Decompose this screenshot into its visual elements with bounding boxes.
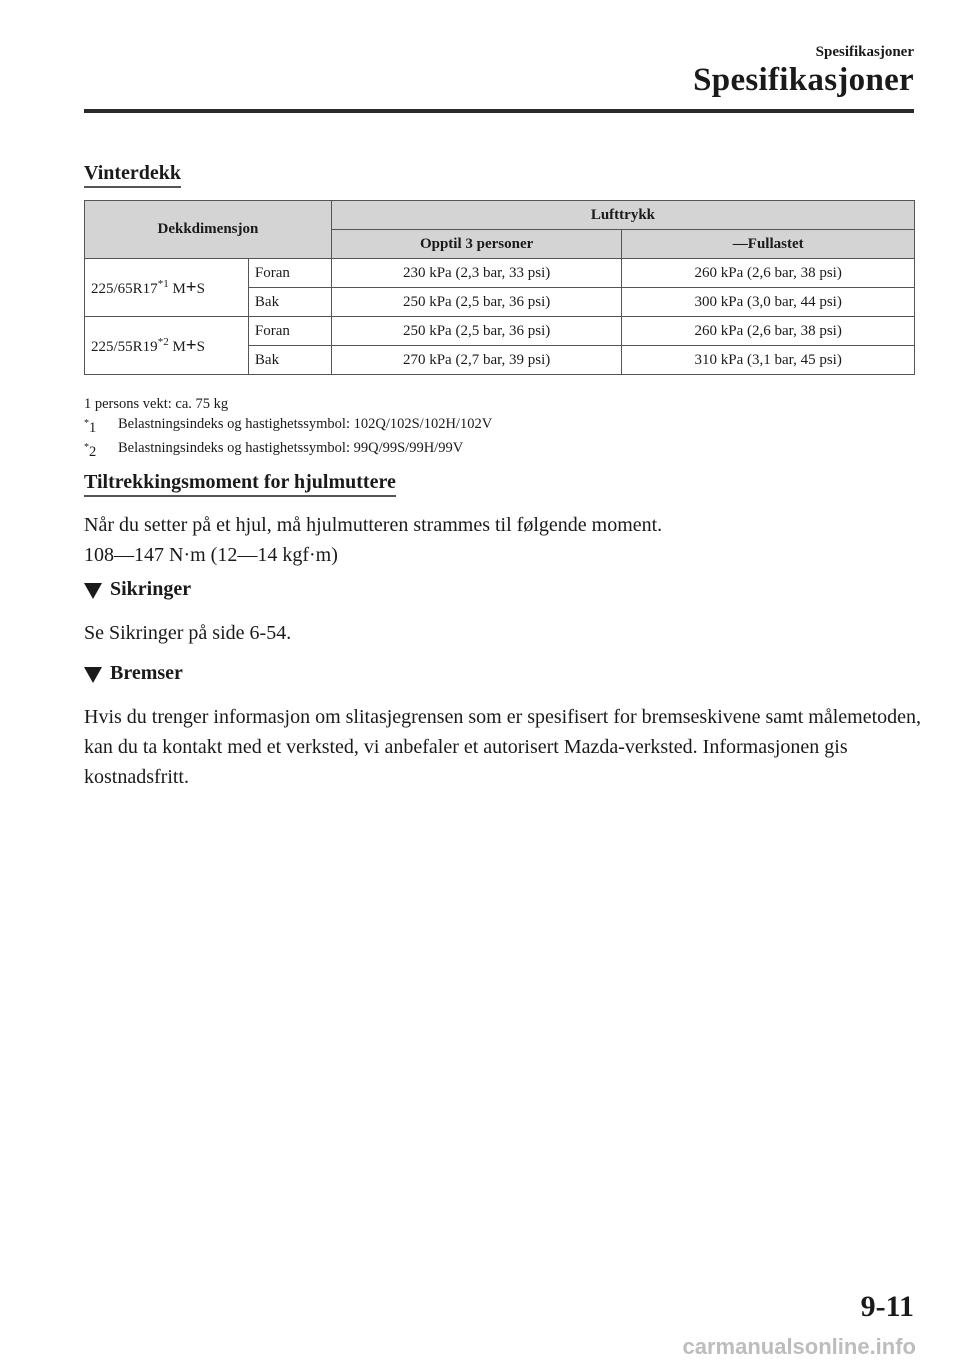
tire-dimension: 225/55R19$^{*2}$ M+S xyxy=(85,317,249,375)
tire-dimension: 225/65R17$^{*1}$ M+S xyxy=(85,259,249,317)
tire-pressure-table xyxy=(84,200,915,375)
header-pressure: Lufttrykk xyxy=(331,201,914,230)
tire-position: Foran xyxy=(248,259,331,288)
page-number: 9-11 xyxy=(860,1290,914,1323)
triangle-down-icon xyxy=(84,583,102,599)
tire-position: Foran xyxy=(248,317,331,346)
pressure-full: 310 kPa (3,1 bar, 45 psi) xyxy=(622,346,915,375)
header-full-load: ―Fullastet xyxy=(622,230,915,259)
table-row xyxy=(85,317,915,346)
torque-text: Når du setter på et hjul, må hjulmutteren strammes til følgende moment. 108―147 N·m (12―14 kgf·m) xyxy=(84,514,663,566)
pressure-up-to-3: 250 kPa (2,5 bar, 36 psi) xyxy=(331,317,622,346)
chapter-header-title: Spesifikasjoner xyxy=(693,62,914,98)
plus-icon: + xyxy=(185,334,197,356)
header-up-to-3: Opptil 3 personer xyxy=(331,230,622,259)
brakes-heading: Bremser xyxy=(84,662,183,685)
header-rule xyxy=(84,109,914,113)
pressure-full: 260 kPa (2,6 bar, 38 psi) xyxy=(622,259,915,288)
table-notes xyxy=(84,394,492,462)
pressure-up-to-3: 230 kPa (2,3 bar, 33 psi) xyxy=(331,259,622,288)
torque-title: Tiltrekkingsmoment for hjulmuttere xyxy=(84,471,396,497)
note-person-weight: 1 persons vekt: ca. 75 kg xyxy=(84,396,229,412)
pressure-up-to-3: 250 kPa (2,5 bar, 36 psi) xyxy=(331,288,622,317)
header-dimension: Dekkdimensjon xyxy=(85,201,332,259)
plus-icon: + xyxy=(185,276,197,298)
tire-position: Bak xyxy=(248,346,331,375)
fuses-heading: Sikringer xyxy=(84,578,191,601)
table-row xyxy=(85,259,915,288)
winter-tires-title: Vinterdekk xyxy=(84,162,181,188)
watermark: carmanualsonline.info xyxy=(682,1334,916,1359)
chapter-header-small: Spesifikasjoner xyxy=(815,44,914,60)
pressure-full: 260 kPa (2,6 bar, 38 psi) xyxy=(622,317,915,346)
pressure-full: 300 kPa (3,0 bar, 44 psi) xyxy=(622,288,915,317)
tire-position: Bak xyxy=(248,288,331,317)
table-header-row xyxy=(85,201,915,230)
pressure-up-to-3: 270 kPa (2,7 bar, 39 psi) xyxy=(331,346,622,375)
triangle-down-icon xyxy=(84,667,102,683)
fuses-text: Se Sikringer på side 6-54. xyxy=(84,622,292,644)
brakes-text: Hvis du trenger informasjon om slitasjegrensen som er spesifisert for bremseskivene samt målemetoden, kan du ta kontakt med et verksted, vi anbefaler et autorisert Mazda-verksted. Informasjonen gis kostnadsfritt. xyxy=(84,706,922,788)
note-2: *2 Belastningsindeks og hastighetssymbol: 99Q/99S/99H/99V xyxy=(84,439,464,460)
note-1: *1 Belastningsindeks og hastighetssymbol: 102Q/102S/102H/102V xyxy=(84,416,493,436)
